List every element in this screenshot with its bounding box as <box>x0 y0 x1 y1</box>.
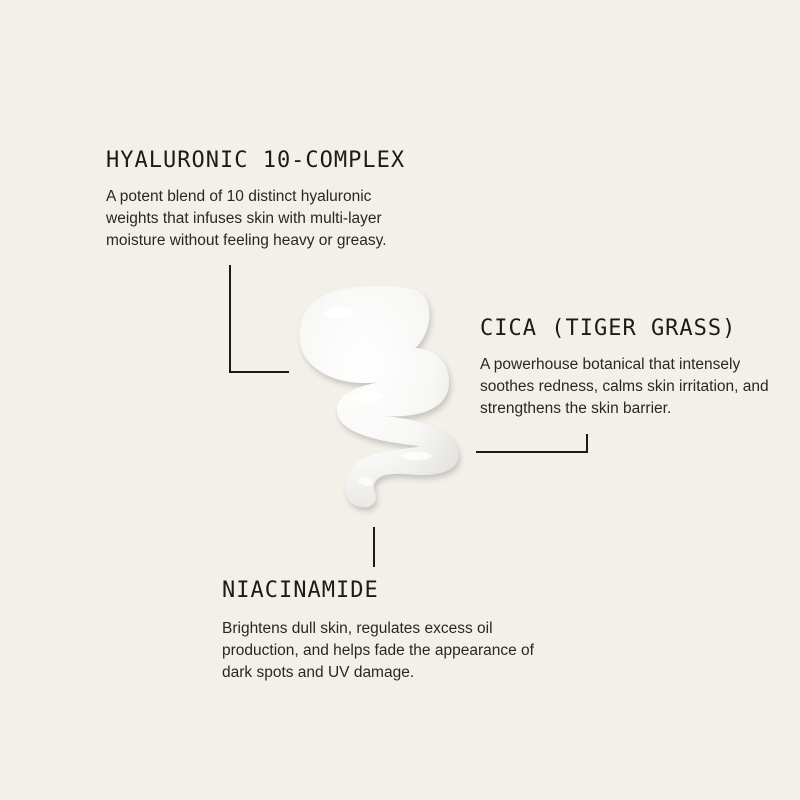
cream-swatch-image <box>280 278 480 523</box>
ingredient-description-hyaluronic: A potent blend of 10 distinct hyaluronic weights that infuses skin with multi-layer moisture without feeling heavy or greasy. <box>106 188 387 249</box>
ingredient-description-cica: A powerhouse botanical that intensely soothes redness, calms skin irritation, and strengthens the skin barrier. <box>480 356 769 417</box>
niacinamide-connector-line <box>373 527 375 567</box>
hyaluronic-connector-line <box>229 265 231 373</box>
ingredient-description-niacinamide: Brightens dull skin, regulates excess oil production, and helps fade the appearance of dark spots and UV damage. <box>222 620 534 681</box>
cica-connector-line <box>586 434 588 453</box>
cica-connector-line <box>476 451 588 453</box>
hyaluronic-connector-line <box>229 371 289 373</box>
ingredient-title-niacinamide: NIACINAMIDE <box>222 578 379 603</box>
ingredient-title-hyaluronic: HYALURONIC 10-COMPLEX <box>106 148 406 173</box>
ingredient-title-cica: CICA (TIGER GRASS) <box>480 316 737 341</box>
